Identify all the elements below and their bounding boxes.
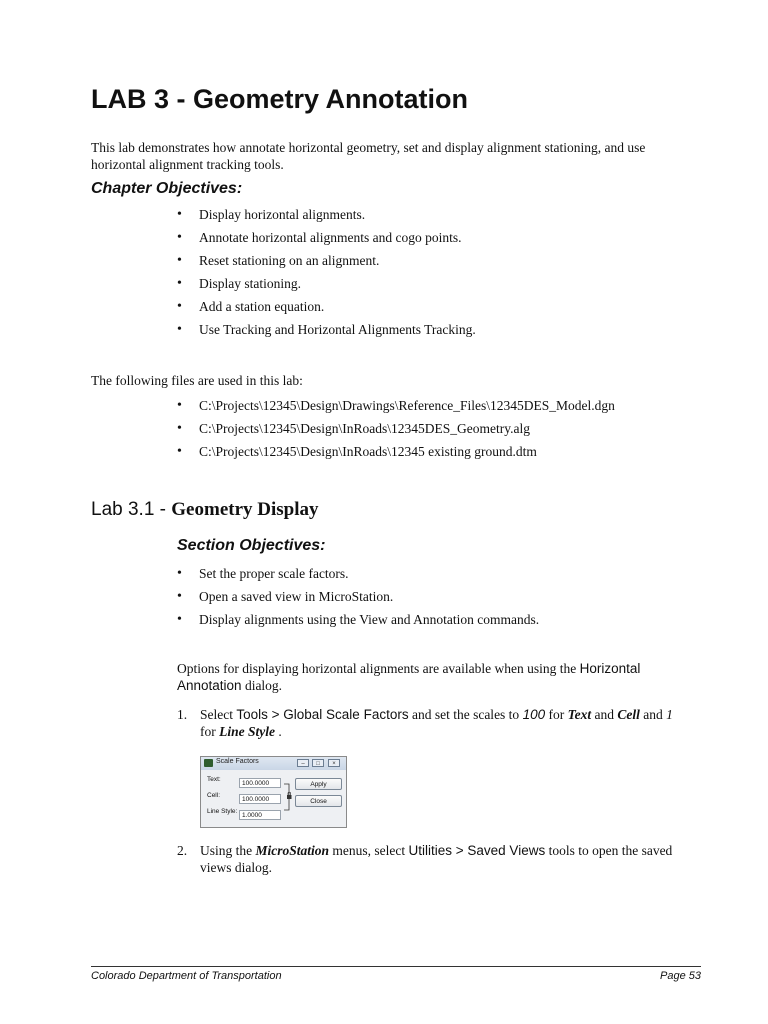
- step-1-value-100: 100: [522, 707, 546, 722]
- dialog-titlebar[interactable]: [201, 757, 346, 770]
- list-item: • C:\Projects\12345\Design\InRoads\12345DES_Geometry.alg: [177, 420, 615, 443]
- files-intro: The following files are used in this lab:: [91, 373, 303, 388]
- minimize-icon[interactable]: –: [297, 759, 309, 767]
- step-2: [177, 842, 697, 878]
- section-objectives-list: [177, 565, 539, 634]
- list-item: • C:\Projects\12345\Design\InRoads\12345 existing ground.dtm: [177, 443, 615, 466]
- cell-scale-input[interactable]: 100.0000: [239, 794, 281, 804]
- footer-organization: Colorado Department of Transportation: [91, 970, 282, 982]
- options-ui-1: Horizontal: [579, 661, 641, 676]
- list-item: • Display stationing.: [177, 275, 476, 298]
- step-2-text-c: tools to open the saved: [545, 843, 673, 858]
- list-item: • C:\Projects\12345\Design\Drawings\Reference_Files\12345DES_Model.dgn: [177, 397, 615, 420]
- step-1-text-c: for: [545, 707, 568, 722]
- list-item: • Annotate horizontal alignments and cogo points.: [177, 229, 476, 252]
- step-1-text-f: for: [200, 724, 220, 739]
- page-footer: [91, 966, 701, 982]
- step-2-menu-path: Utilities > Saved Views: [408, 843, 546, 858]
- microstation-app-icon: [204, 759, 213, 767]
- list-item: • Use Tracking and Horizontal Alignments Tracking.: [177, 321, 476, 344]
- step-1-text-d: and: [591, 707, 618, 722]
- files-list: [177, 397, 615, 466]
- text-scale-label: Text:: [207, 776, 221, 783]
- step-number: 2.: [177, 843, 188, 858]
- step-1-text-g: .: [275, 724, 282, 739]
- options-text-1: Options for displaying horizontal alignments are available when using the: [177, 661, 580, 676]
- step-2-text-b: menus, select: [329, 843, 409, 858]
- step-1-text-label: Text: [567, 707, 592, 722]
- list-item: • Add a station equation.: [177, 298, 476, 321]
- options-paragraph: [177, 660, 677, 694]
- step-1-text-e: and: [639, 707, 667, 722]
- section-objectives-heading: Section Objectives:: [177, 537, 326, 554]
- text-scale-input[interactable]: 100.0000: [239, 778, 281, 788]
- list-item: • Set the proper scale factors.: [177, 565, 539, 588]
- apply-button[interactable]: Apply: [295, 778, 342, 790]
- step-1-line-style-label: Line Style: [219, 724, 275, 739]
- step-number: 1.: [177, 707, 188, 722]
- step-1-text-a: Select: [200, 707, 237, 722]
- maximize-icon[interactable]: □: [312, 759, 324, 767]
- step-text: [200, 842, 672, 876]
- step-2-microstation-label: MicroStation: [255, 843, 330, 858]
- list-item: • Display alignments using the View and Annotation commands.: [177, 611, 539, 634]
- lab-3-1-title: Geometry Display: [171, 499, 319, 520]
- close-button[interactable]: Close: [295, 795, 342, 807]
- footer-page-number: Page 53: [660, 970, 701, 982]
- dialog-title: Scale Factors: [216, 758, 259, 765]
- chapter-objectives-heading: Chapter Objectives:: [91, 180, 243, 197]
- step-1: [177, 706, 697, 742]
- intro-paragraph: This lab demonstrates how annotate horizontal geometry, set and display alignment stationing, and use horizontal alignment tracking tools.: [91, 140, 646, 172]
- step-2-text-d: views dialog.: [200, 860, 272, 875]
- close-icon[interactable]: ×: [328, 759, 340, 767]
- chapter-objectives-list: [177, 206, 476, 344]
- line-style-scale-label: Line Style:: [207, 808, 238, 815]
- list-item: • Open a saved view in MicroStation.: [177, 588, 539, 611]
- step-text: [200, 706, 673, 740]
- lock-icon[interactable]: [284, 782, 292, 812]
- lab-3-1-heading: [91, 499, 319, 521]
- line-style-scale-input[interactable]: 1.0000: [239, 810, 281, 820]
- list-item: • Display horizontal alignments.: [177, 206, 476, 229]
- lab-3-1-number: Lab 3.1 -: [91, 499, 172, 520]
- step-1-menu-path: Tools > Global Scale Factors: [236, 707, 409, 722]
- options-ui-2: Annotation: [177, 678, 242, 693]
- page-title: LAB 3 - Geometry Annotation: [91, 84, 469, 114]
- list-item: • Reset stationing on an alignment.: [177, 252, 476, 275]
- step-1-text-b: and set the scales to: [408, 707, 523, 722]
- options-text-2: dialog.: [241, 678, 283, 693]
- scale-factors-dialog: [200, 756, 347, 828]
- step-1-value-1: 1: [666, 707, 673, 722]
- step-2-text-a: Using the: [200, 843, 256, 858]
- cell-scale-label: Cell:: [207, 792, 221, 799]
- step-1-cell-label: Cell: [617, 707, 640, 722]
